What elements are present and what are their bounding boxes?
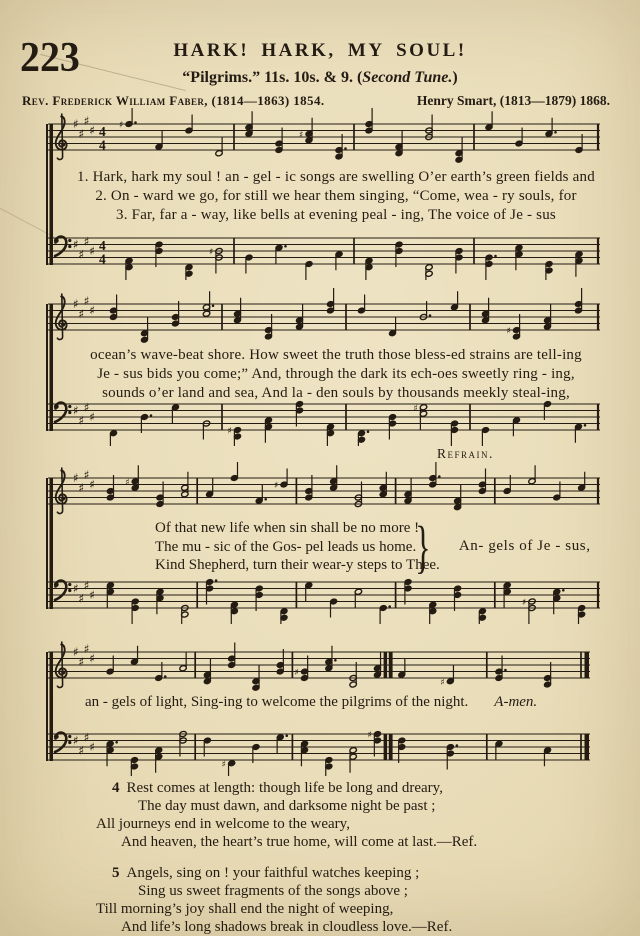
verse-4 bbox=[94, 779, 477, 851]
svg-text:♯: ♯ bbox=[274, 481, 279, 491]
hymn-subtitle bbox=[0, 69, 640, 87]
hymn-number: 223 bbox=[20, 35, 80, 81]
subtitle-tune-name: Second Tune. bbox=[362, 69, 453, 86]
lyric-line: an - gels of light, Sing-ing to welcome the pilgrims of the night. bbox=[85, 694, 469, 710]
svg-text:♯: ♯ bbox=[89, 588, 96, 603]
lyricist-credit: Rev. Frederick William Faber, (1814—1863) 1854. bbox=[22, 93, 325, 108]
verse-line: Angels, sing on ! your faithful watches keeping ; bbox=[126, 865, 420, 881]
subtitle-paren-open: ( bbox=[356, 69, 363, 86]
svg-text:♯: ♯ bbox=[78, 743, 85, 758]
svg-text:♯: ♯ bbox=[83, 578, 90, 593]
svg-text:♯: ♯ bbox=[89, 410, 96, 425]
verse-line: Sing us sweet fragments of the songs above ; bbox=[138, 883, 408, 899]
svg-text:4: 4 bbox=[99, 237, 106, 253]
svg-text:♯: ♯ bbox=[413, 403, 418, 414]
svg-text:♯: ♯ bbox=[83, 730, 90, 745]
lyric-line: 2. On - ward we go, for still we hear them singing, “Come, wea - ry souls, for bbox=[95, 188, 577, 204]
svg-text:♯: ♯ bbox=[78, 127, 85, 141]
lyrics-verses-1-3-second-half bbox=[60, 346, 612, 403]
verse-number: 4 bbox=[112, 780, 120, 796]
svg-text:♯: ♯ bbox=[78, 307, 85, 321]
svg-text:♯: ♯ bbox=[73, 645, 79, 660]
svg-text:♯: ♯ bbox=[78, 247, 85, 262]
svg-text:♯: ♯ bbox=[506, 326, 511, 337]
svg-text:♯: ♯ bbox=[73, 403, 79, 418]
svg-text:♯: ♯ bbox=[119, 120, 124, 131]
verse-number: 5 bbox=[112, 865, 120, 881]
verse-line: The day must dawn, and darksome night be past ; bbox=[138, 798, 436, 814]
svg-text:♯: ♯ bbox=[83, 114, 90, 128]
svg-text:♯: ♯ bbox=[299, 130, 304, 141]
lyrics-verses-1-3-first-half bbox=[60, 168, 612, 225]
lyric-line: 1. Hark, hark my soul ! an - gel - ic songs are swelling O’er earth’s green fields and bbox=[77, 169, 595, 185]
staff-treble-1 bbox=[48, 104, 600, 168]
subtitle-paren-close: ) bbox=[452, 69, 458, 86]
svg-text:♯: ♯ bbox=[89, 123, 96, 138]
staff-treble-refrain-1 bbox=[48, 458, 600, 522]
svg-text:♯: ♯ bbox=[78, 481, 85, 495]
svg-text:4: 4 bbox=[99, 137, 106, 153]
svg-text:♯: ♯ bbox=[83, 234, 90, 249]
verse-5 bbox=[94, 864, 477, 936]
svg-text:♯: ♯ bbox=[73, 237, 79, 252]
svg-text:♯: ♯ bbox=[522, 598, 527, 608]
svg-text:♯: ♯ bbox=[73, 733, 79, 748]
text-verses bbox=[94, 779, 477, 936]
svg-text:♯: ♯ bbox=[83, 642, 90, 656]
svg-text:♯: ♯ bbox=[89, 651, 96, 666]
lyric-line: Je - sus bids you come;” And, through the dark its ech-oes sweetly ring - ing, bbox=[97, 366, 575, 382]
composer-credit: Henry Smart, (1813—1879) 1868. bbox=[416, 93, 610, 108]
svg-text:♯: ♯ bbox=[440, 677, 445, 688]
lyrics-refrain-end bbox=[85, 694, 537, 711]
lyric-line: Kind Shepherd, turn their wear-y steps to Thee. bbox=[155, 557, 440, 573]
lyric-line: ocean’s wave-beat shore. How sweet the truth those bless-ed strains are tell-ing bbox=[90, 347, 582, 363]
svg-text:4: 4 bbox=[99, 123, 106, 139]
svg-text:♯: ♯ bbox=[78, 591, 85, 606]
verse-line: And life’s long shadows break in cloudless love.—Ref. bbox=[121, 919, 453, 935]
svg-text:♯: ♯ bbox=[83, 400, 90, 415]
svg-text:♯: ♯ bbox=[73, 297, 79, 312]
svg-text:♯: ♯ bbox=[367, 730, 372, 741]
svg-text:♯: ♯ bbox=[221, 759, 227, 770]
staff-treble-2 bbox=[48, 284, 600, 348]
svg-text:4: 4 bbox=[99, 251, 106, 267]
verse-line: All journeys end in welcome to the weary, bbox=[96, 816, 350, 832]
svg-text:♯: ♯ bbox=[89, 740, 96, 755]
lyric-line: The mu - sic of the Gos- pel leads us home. bbox=[155, 538, 417, 555]
svg-text:♯: ♯ bbox=[73, 581, 79, 596]
svg-text:♯: ♯ bbox=[83, 294, 90, 308]
svg-text:♯: ♯ bbox=[73, 117, 79, 132]
svg-text:♯: ♯ bbox=[294, 668, 299, 678]
svg-text:♯: ♯ bbox=[78, 655, 85, 669]
svg-text:♯: ♯ bbox=[209, 247, 214, 258]
svg-text:♯: ♯ bbox=[83, 468, 90, 482]
hymn-title: HARK! HARK, MY SOUL! bbox=[173, 40, 467, 61]
verse-line: And heaven, the heart’s true home, will come at last.—Ref. bbox=[121, 834, 478, 850]
lyric-line: sounds o’er land and sea, And la - den souls by thousands meekly steal-ing, bbox=[102, 385, 570, 401]
refrain-continuation: An- gels of Je - sus, bbox=[458, 538, 591, 555]
amen-text: A-men. bbox=[494, 694, 538, 710]
refrain-label: Refrain. bbox=[437, 446, 494, 461]
verse-line: Till morning’s joy shall end the night of weeping, bbox=[96, 901, 394, 917]
staff-bass-refrain-2 bbox=[48, 714, 590, 778]
verse-line: Rest comes at length: though life be long and dreary, bbox=[126, 780, 443, 796]
svg-text:♯: ♯ bbox=[89, 244, 96, 259]
staff-bass-1 bbox=[48, 218, 600, 282]
staff-treble-refrain-2 bbox=[48, 632, 590, 696]
lyric-line: 3. Far, far a - way, like bells at evening peal - ing, The voice of Je - sus bbox=[116, 207, 556, 223]
lyrics-refrain bbox=[60, 513, 591, 579]
refrain-ending-lines bbox=[155, 519, 440, 575]
svg-text:♯: ♯ bbox=[89, 477, 96, 492]
svg-text:♯: ♯ bbox=[227, 426, 232, 437]
lyric-line: Of that new life when sin shall be no more ! bbox=[155, 520, 420, 536]
subtitle-name-meter: “Pilgrims.” 11s. 10s. & 9. bbox=[182, 69, 357, 86]
svg-text:♯: ♯ bbox=[78, 413, 85, 428]
svg-text:♯: ♯ bbox=[73, 471, 79, 486]
lyric-brace: } bbox=[415, 513, 431, 579]
svg-text:♯: ♯ bbox=[125, 477, 130, 488]
svg-text:♯: ♯ bbox=[89, 303, 96, 318]
